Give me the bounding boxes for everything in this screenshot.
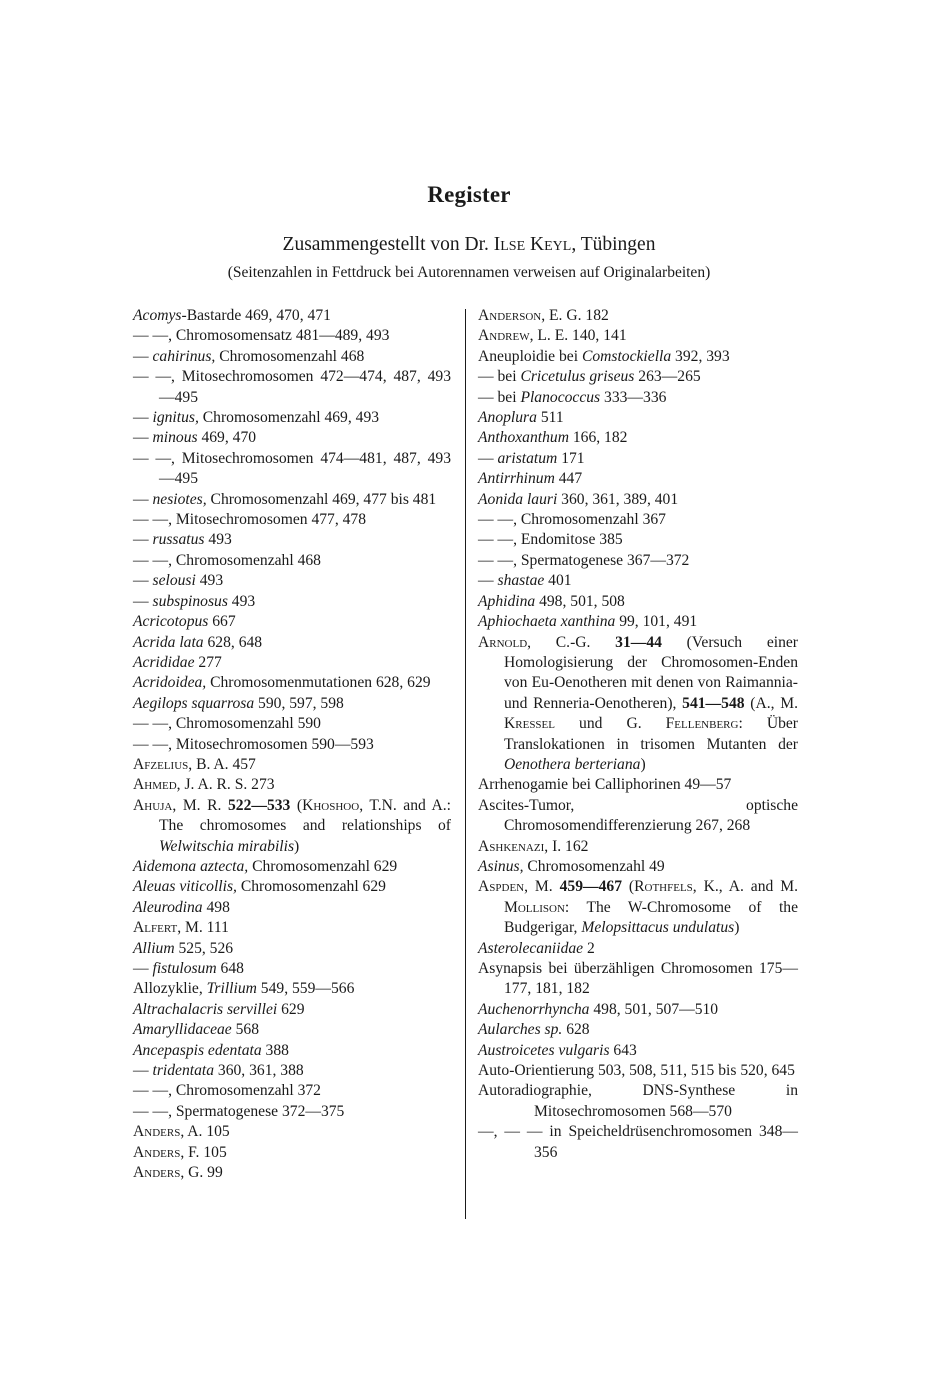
entry-text: — —, Spermatogenese 372—375: [133, 1102, 345, 1120]
index-entry: [133, 1102, 451, 1122]
index-entry: [478, 857, 798, 877]
entry-text: ): [734, 919, 740, 937]
entry-text: 469, 470: [197, 429, 257, 447]
entry-text: Planococcus: [520, 388, 601, 406]
entry-text: Oenothera berteriana: [504, 755, 641, 773]
entry-text: , B. A. 457: [188, 755, 256, 773]
index-entry: [478, 1020, 798, 1040]
index-entry: [478, 367, 798, 387]
index-column-right: [478, 306, 798, 1163]
entry-text: 590, 597, 598: [254, 694, 344, 712]
entry-text: 498, 501, 508: [535, 592, 625, 610]
index-entry: [133, 612, 451, 632]
index-entry: [478, 939, 798, 959]
entry-text: Ashkenazi: [478, 837, 545, 855]
entry-text: 333—336: [600, 388, 667, 406]
entry-text: 388: [261, 1041, 289, 1059]
entry-text: , C.-G.: [527, 633, 616, 651]
index-entry: [133, 979, 451, 999]
index-entry: [133, 306, 451, 326]
entry-text: Khoshoo: [302, 796, 360, 814]
entry-text: Altrachalacris servillei: [133, 1000, 278, 1018]
entry-text: Chromosomenzahl 629: [248, 857, 398, 875]
entry-text: , T.N. and A.: The chromosomes and relationships of: [159, 796, 451, 835]
entry-text: 277: [194, 653, 222, 671]
index-entry: [133, 408, 451, 428]
entry-text: Arrhenogamie bei Calliphorinen 49—57: [478, 776, 732, 794]
index-entry: [478, 428, 798, 448]
entry-text: —: [133, 960, 153, 977]
entry-text: Aneuploidie bei: [478, 347, 582, 365]
entry-text: 447: [554, 470, 583, 488]
entry-text: aristatum: [497, 449, 558, 467]
entry-text: und G.: [555, 715, 666, 733]
entry-text: , M. 111: [177, 919, 229, 937]
entry-text: Afzelius: [133, 755, 189, 773]
page-title: Register: [427, 182, 511, 207]
entry-text: : Über Translokationen in trisomen Mutanten der: [504, 715, 798, 753]
index-entry: [478, 347, 798, 367]
index-entry: [133, 1000, 451, 1020]
entry-text: Anderson: [478, 307, 542, 324]
entry-text: (Versuch einer Homologisierung der Chromosomen-Enden von Eu-Oenotheren mit denen von Raimannia- und Renneria-Oenotheren),: [504, 633, 798, 712]
entry-text: , A. 105: [180, 1123, 230, 1141]
entry-text: (: [290, 796, 303, 814]
entry-text: —: [133, 1062, 153, 1080]
entry-text: — —, Spermatogenese 367—372: [478, 551, 690, 569]
entry-text: Autoradiographie, DNS-Synthese in Mitosechromosomen 568—570: [478, 1082, 798, 1120]
entry-text: Anoplura: [478, 409, 537, 427]
entry-text: -Bastarde 469, 470, 471: [181, 307, 331, 324]
entry-text: Fellenberg: [665, 715, 739, 733]
entry-text: 392, 393: [671, 347, 730, 365]
entry-text: Aonida lauri: [478, 490, 558, 508]
entry-text: — —, Mitosechromosomen 472—474, 487, 493—495: [133, 368, 451, 406]
entry-text: — —, Mitosechromosomen 477, 478: [133, 511, 367, 529]
index-entry: [133, 857, 451, 877]
entry-text: 493: [227, 592, 256, 610]
entry-text: : The W-Chromosome of the Budgerigar,: [504, 898, 798, 937]
index-entry: [478, 1122, 798, 1163]
entry-text: Chromosomenzahl 468: [215, 347, 365, 365]
entry-text: Anthoxanthum: [478, 429, 569, 447]
entry-text: Melopsittacus undulatus: [581, 919, 735, 937]
index-entry: [133, 449, 451, 490]
entry-text: 498: [202, 898, 230, 916]
entry-text: Asynapsis bei überzähligen Chromosomen 175—177, 181, 182: [478, 960, 798, 998]
entry-text: Austroicetes vulgaris: [478, 1041, 610, 1059]
index-entry: [133, 551, 451, 571]
entry-text: — —, Chromosomenzahl 590: [133, 715, 321, 733]
index-entry: [133, 592, 451, 612]
entry-text: — —, Chromosomenzahl 367: [478, 511, 666, 529]
entry-text: Acomys: [133, 307, 182, 324]
index-entry: [478, 959, 798, 1000]
entry-text: Asterolecaniidae: [478, 939, 584, 957]
entry-text: 643: [609, 1041, 637, 1059]
entry-text: Aspden: [478, 878, 525, 896]
column-divider: [465, 309, 466, 1219]
index-entry: [478, 490, 798, 510]
entry-text: —: [478, 449, 498, 467]
entry-text: , L. E. 140, 141: [529, 327, 627, 345]
entry-text: Aleurodina: [133, 898, 203, 916]
entry-text: 525, 526: [174, 939, 234, 957]
entry-text: Anders: [133, 1123, 181, 1141]
index-entry: [133, 367, 451, 408]
entry-text: , J. A. R. S. 273: [176, 776, 275, 794]
index-entry: [478, 326, 798, 346]
index-entry: [478, 1061, 798, 1081]
entry-text: ): [294, 837, 300, 855]
entry-text: Acricotopus: [133, 613, 209, 631]
index-entry: [478, 306, 798, 326]
compiler-credit: [0, 234, 938, 256]
entry-text: Ahuja: [133, 796, 173, 814]
index-entry: [133, 347, 451, 367]
entry-text: 493: [195, 572, 224, 590]
entry-text: Anders: [133, 1164, 181, 1182]
credit-suffix: , Tübingen: [571, 234, 656, 255]
index-entry: [133, 939, 451, 959]
index-entry: [133, 877, 451, 897]
entry-text: — bei: [478, 368, 521, 386]
index-entry: [133, 1020, 451, 1040]
compiler-name: Ilse Keyl: [493, 234, 572, 255]
entry-text: Acridoidea,: [133, 674, 207, 692]
entry-text: — —, Mitosechromosomen 590—593: [133, 735, 374, 753]
entry-text: Alfert: [133, 919, 178, 937]
entry-text: subspinosus: [152, 592, 228, 610]
index-entry: [478, 592, 798, 612]
entry-text: (: [621, 878, 635, 896]
entry-text: selousi: [152, 572, 196, 590]
index-entry: [133, 755, 451, 775]
entry-text: Antirrhinum: [478, 470, 555, 488]
index-entry: [478, 571, 798, 591]
entry-text: — —, Mitosechromosomen 474—481, 487, 493—495: [133, 449, 451, 488]
index-entry: [478, 1000, 798, 1020]
entry-text: —: [133, 409, 153, 427]
entry-text: ): [640, 755, 646, 773]
entry-text: 2: [583, 939, 595, 957]
index-entry: [133, 490, 451, 510]
entry-text: Trillium: [206, 980, 257, 998]
entry-text: 459—467: [559, 878, 622, 896]
entry-text: Chromosomenmutationen 628, 629: [206, 674, 431, 692]
entry-text: Aularches sp.: [478, 1021, 563, 1039]
entry-text: , E. G. 182: [541, 307, 609, 324]
entry-text: 667: [208, 613, 236, 631]
index-entry: [133, 796, 451, 857]
index-entry: [133, 1143, 451, 1163]
entry-text: Rothfels: [634, 878, 693, 896]
entry-text: 166, 182: [568, 429, 628, 447]
entry-text: Aphidina: [478, 592, 536, 610]
entry-text: Ahmed: [133, 776, 177, 794]
index-entry: [478, 796, 798, 837]
entry-text: 541—548: [682, 694, 745, 712]
index-entry: [478, 408, 798, 428]
entry-text: tridentata: [152, 1062, 215, 1080]
index-entry: [133, 673, 451, 693]
entry-text: Auchenorrhyncha: [478, 1000, 590, 1018]
entry-text: Aleuas viticollis,: [133, 878, 237, 896]
index-entry: [133, 959, 451, 979]
entry-text: 628: [562, 1021, 590, 1039]
index-entry: [133, 633, 451, 653]
entry-text: Arnold: [478, 633, 528, 651]
index-entry: [478, 1081, 798, 1122]
entry-text: —, — — in Speicheldrüsenchromosomen 348—356: [478, 1123, 798, 1161]
entry-text: nesiotes,: [152, 490, 207, 508]
entry-text: 263—265: [634, 368, 701, 386]
entry-text: Kressel: [504, 715, 555, 733]
entry-text: Chromosomenzahl 49: [523, 857, 665, 875]
entry-text: — —, Chromosomenzahl 468: [133, 551, 321, 569]
entry-text: 628, 648: [203, 633, 263, 651]
entry-text: 31—44: [615, 633, 662, 651]
entry-text: —: [133, 347, 153, 365]
entry-text: Andrew: [478, 327, 530, 345]
entry-text: Anders: [133, 1143, 181, 1161]
index-entry: [133, 530, 451, 550]
entry-text: , I. 162: [544, 837, 589, 855]
entry-text: Allium: [133, 939, 175, 957]
entry-text: , M.: [524, 878, 560, 896]
entry-text: Ascites-Tumor, optische Chromosomendifferenzierung 267, 268: [478, 796, 798, 835]
entry-text: 629: [277, 1000, 305, 1018]
entry-text: cahirinus,: [152, 347, 216, 365]
entry-text: Amaryllidaceae: [133, 1021, 232, 1039]
entry-text: —: [133, 592, 153, 610]
entry-text: — —, Chromosomensatz 481—489, 493: [133, 327, 390, 345]
entry-text: 522—533: [227, 796, 291, 814]
entry-text: 648: [216, 960, 244, 977]
entry-text: 568: [231, 1021, 260, 1039]
index-entry: [478, 530, 798, 550]
entry-text: —: [133, 490, 153, 508]
entry-text: minous: [152, 429, 198, 447]
entry-text: —: [478, 572, 498, 590]
entry-text: , K., A. and M.: [692, 878, 798, 896]
entry-text: Mollison: [504, 898, 565, 916]
index-entry: [133, 735, 451, 755]
page-number-note: (Seitenzahlen in Fettdruck bei Autorennamen verweisen auf Originalarbeiten): [227, 264, 711, 281]
index-entry: [133, 510, 451, 530]
entry-text: ignitus,: [152, 409, 199, 427]
index-entry: [133, 571, 451, 591]
entry-text: Aegilops squarrosa: [133, 694, 255, 712]
entry-text: shastae: [497, 572, 545, 590]
index-entry: [478, 510, 798, 530]
entry-text: 549, 559—566: [256, 980, 355, 998]
entry-text: (A., M.: [744, 694, 798, 712]
entry-text: Aphiochaeta xanthina: [478, 613, 616, 631]
entry-text: 360, 361, 388: [214, 1062, 304, 1080]
entry-text: Asinus,: [478, 857, 524, 875]
entry-text: 401: [544, 572, 572, 590]
index-entry: [133, 326, 451, 346]
entry-text: 360, 361, 389, 401: [557, 490, 679, 508]
entry-text: , F. 105: [180, 1143, 227, 1161]
entry-text: —: [133, 572, 153, 590]
entry-text: Allozyklie,: [133, 980, 207, 998]
index-entry: [133, 714, 451, 734]
entry-text: — —, Endomitose 385: [478, 531, 623, 549]
entry-text: Acrida lata: [133, 633, 204, 651]
index-entry: [133, 1122, 451, 1142]
entry-text: 493: [204, 531, 232, 549]
entry-text: —: [133, 531, 153, 549]
index-entry: [133, 694, 451, 714]
index-column-left: [133, 306, 451, 1183]
index-entry: [478, 1041, 798, 1061]
index-entry: [478, 551, 798, 571]
entry-text: , G. 99: [180, 1164, 223, 1182]
entry-text: Ancepaspis edentata: [133, 1041, 262, 1059]
index-entry: [478, 837, 798, 857]
entry-text: , M. R.: [172, 796, 228, 814]
index-entry: [133, 1163, 451, 1183]
index-entry: [478, 877, 798, 938]
entry-text: Welwitschia mirabilis: [159, 837, 295, 855]
index-entry: [478, 449, 798, 469]
entry-text: Chromosomenzahl 469, 477 bis 481: [206, 490, 437, 508]
index-entry: [478, 612, 798, 632]
entry-text: russatus: [152, 531, 205, 549]
entry-text: 99, 101, 491: [615, 613, 698, 631]
credit-prefix: Zusammengestellt von Dr.: [282, 234, 494, 255]
entry-text: Aidemona aztecta,: [133, 857, 249, 875]
index-entry: [133, 1041, 451, 1061]
index-entry: [478, 633, 798, 776]
entry-text: Cricetulus griseus: [520, 368, 635, 386]
index-entry: [478, 388, 798, 408]
entry-text: — —, Chromosomenzahl 372: [133, 1082, 321, 1100]
index-entry: [133, 1081, 451, 1101]
entry-text: Auto-Orientierung 503, 508, 511, 515 bis 520, 645: [478, 1062, 795, 1080]
index-entry: [133, 918, 451, 938]
entry-text: Chromosomenzahl 629: [236, 878, 386, 896]
index-entry: [478, 469, 798, 489]
entry-text: 498, 501, 507—510: [589, 1000, 719, 1018]
entry-text: 511: [536, 409, 564, 427]
index-entry: [133, 428, 451, 448]
entry-text: Comstockiella: [581, 347, 672, 365]
entry-text: fistulosum: [152, 960, 217, 977]
entry-text: — bei: [478, 388, 521, 406]
index-entry: [133, 653, 451, 673]
index-entry: [133, 898, 451, 918]
entry-text: Acrididae: [133, 653, 195, 671]
entry-text: Chromosomenzahl 469, 493: [198, 409, 380, 427]
index-entry: [478, 775, 798, 795]
entry-text: —: [133, 429, 153, 447]
index-entry: [133, 1061, 451, 1081]
index-entry: [133, 775, 451, 795]
entry-text: 171: [557, 449, 585, 467]
